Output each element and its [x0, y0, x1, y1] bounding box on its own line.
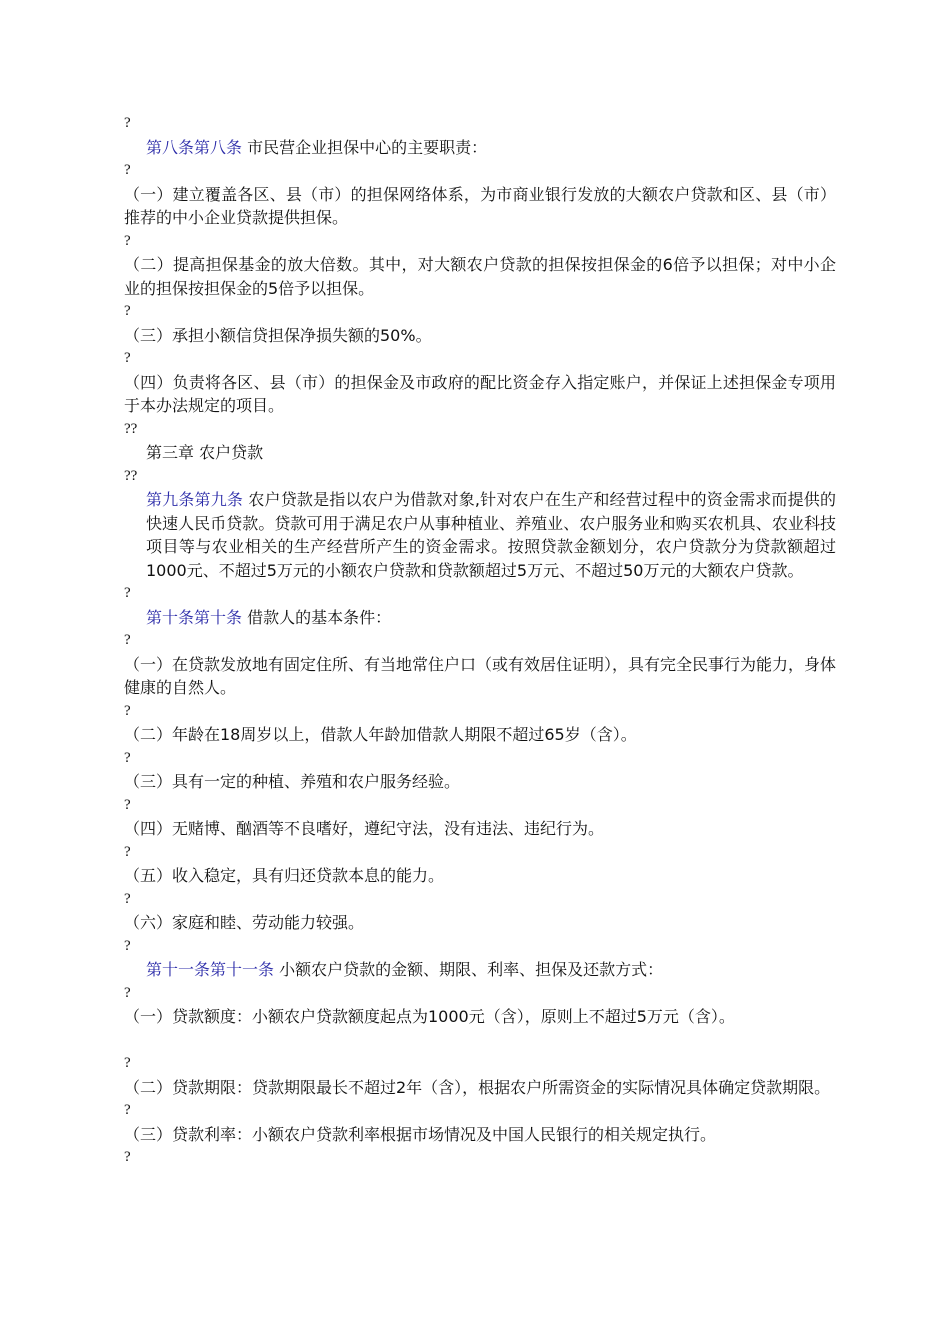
clause-paragraph: （四）负责将各区、县（市）的担保金及市政府的配比资金存入指定账户，并保证上述担保金专项用于本办法规定的项目。 [124, 372, 836, 415]
paragraph-marker: ? [124, 984, 131, 1001]
paragraph-marker: ? [124, 232, 131, 249]
paragraph-marker: ? [124, 162, 131, 178]
article-paragraph [124, 136, 836, 160]
article-paragraph [124, 958, 836, 982]
clause-paragraph: （二）提高担保基金的放大倍数。其中，对大额农户贷款的担保按担保金的6倍予以担保；对中小企业的担保按担保金的5倍予以担保。 [124, 255, 836, 298]
paragraph-marker: ? [124, 702, 131, 719]
clause-paragraph: （五）收入稳定，具有归还贷款本息的能力。 [124, 866, 445, 885]
blank-line [124, 1029, 836, 1053]
paragraph-marker: ?? [124, 420, 138, 437]
article-paragraph [124, 488, 836, 582]
article-text: 农户贷款是指以农户为借款对象,针对农户在生产和经营过程中的资金需求而提供的快速人民币贷款。贷款可用于满足农户从事种植业、养殖业、农户服务业和购买农机具、农业科技项目等与农业相关的生产经营所产生的资金需求。按照贷款金额划分，农户贷款分为贷款额超过1000元、不超过5万元的小额农户贷款和贷款额超过5万元、不超过50万元的大额农户贷款。 [146, 490, 836, 580]
clause-paragraph: （一）在贷款发放地有固定住所、有当地常住户口（或有效居住证明），具有完全民事行为能力，身体健康的自然人。 [124, 654, 837, 697]
article-number: 第十一条第十一条 [146, 960, 275, 979]
document-page [124, 112, 836, 1170]
paragraph-marker: ? [124, 303, 131, 319]
paragraph-marker: ? [124, 1149, 131, 1165]
paragraph-marker: ? [124, 632, 131, 648]
article-text: 借款人的基本条件： [242, 607, 392, 627]
paragraph-marker: ? [124, 115, 131, 131]
chapter-heading: 第三章 农户贷款 [146, 443, 264, 462]
clause-paragraph: （一）贷款额度：小额农户贷款额度起点为1000元（含），原则上不超过5万元（含）。 [124, 1007, 735, 1026]
paragraph-marker: ? [124, 1055, 131, 1071]
clause-paragraph: （六）家庭和睦、劳动能力较强。 [124, 913, 365, 932]
clause-paragraph: （三）贷款利率：小额农户贷款利率根据市场情况及中国人民银行的相关规定执行。 [124, 1124, 717, 1144]
article-text: 市民营企业担保中心的主要职责： [242, 137, 488, 157]
paragraph-marker: ? [124, 749, 131, 766]
paragraph-marker: ?? [124, 467, 138, 484]
clause-paragraph: （三）承担小额信贷担保净损失额的50%。 [124, 325, 432, 345]
article-paragraph [124, 606, 836, 630]
clause-paragraph: （二）年龄在18周岁以上，借款人年龄加借款人期限不超过65岁（含）。 [124, 725, 637, 744]
paragraph-marker: ? [124, 796, 131, 813]
article-text: 小额农户贷款的金额、期限、利率、担保及还款方式： [274, 960, 664, 979]
clause-paragraph: （四）无赌博、酗酒等不良嗜好，遵纪守法，没有违法、违纪行为。 [124, 819, 605, 838]
clause-paragraph: （三）具有一定的种植、养殖和农户服务经验。 [124, 772, 461, 791]
article-number: 第十条第十条 [146, 607, 243, 627]
paragraph-marker: ? [124, 890, 131, 907]
paragraph-marker: ? [124, 1102, 131, 1118]
paragraph-marker: ? [124, 585, 131, 601]
article-number: 第八条第八条 [146, 137, 243, 157]
clause-paragraph: （二）贷款期限：贷款期限最长不超过2年（含），根据农户所需资金的实际情况具体确定贷款期限。 [124, 1077, 831, 1097]
paragraph-marker: ? [124, 937, 131, 954]
article-number: 第九条第九条 [146, 490, 244, 509]
paragraph-marker: ? [124, 843, 131, 860]
paragraph-marker: ? [124, 350, 131, 366]
clause-paragraph: （一）建立覆盖各区、县（市）的担保网络体系，为市商业银行发放的大额农户贷款和区、县（市）推荐的中小企业贷款提供担保。 [124, 184, 836, 227]
